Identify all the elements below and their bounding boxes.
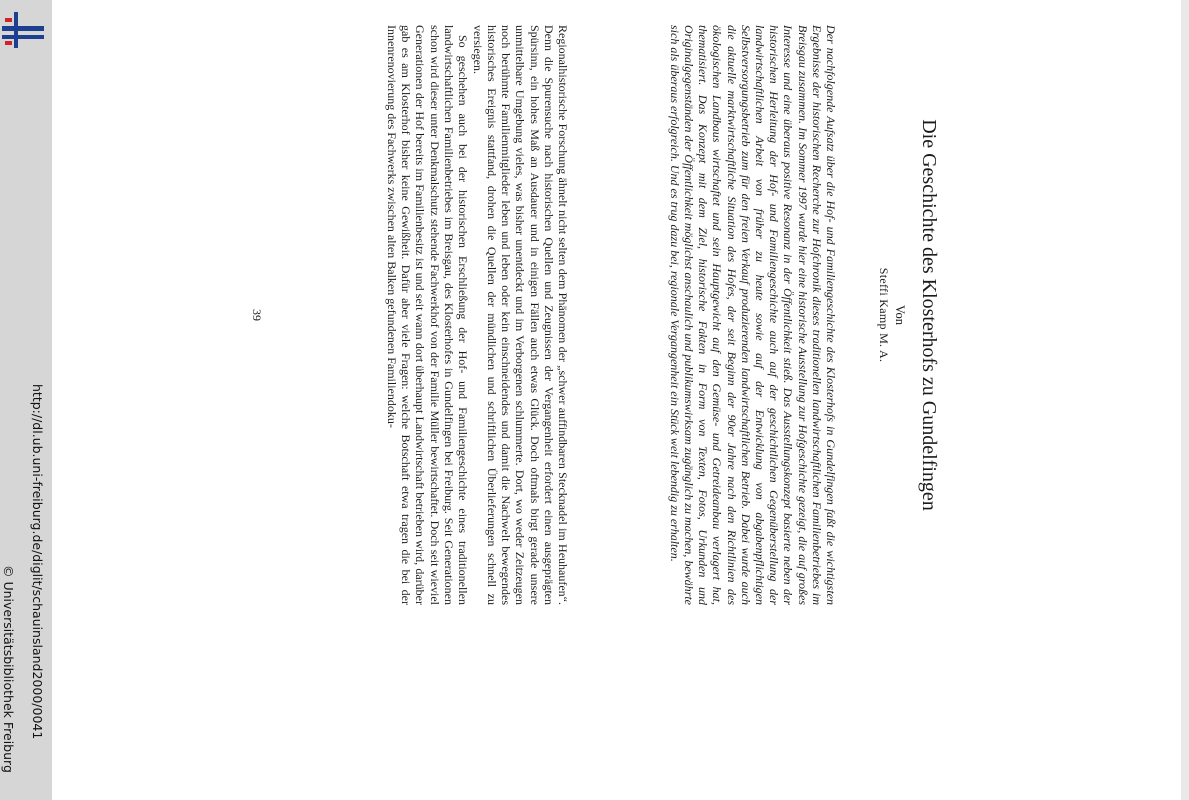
byline-von: Von bbox=[893, 305, 907, 325]
body-paragraph-1: Regionalhistorische Forschung ähnelt nicht selten dem Phänomen der „schwer auffindbaren Stecknadel im Heuhaufen“. Denn die Spurensuche nach historischen Quellen und Zeugnissen der Vergangenheit erfordert einen ausgeprägten Spürsinn, ein hohes Maß an Ausdauer und in einigen Fällen auch etwas Glück. Doch oftmals birgt gerade unsere unmittelbare Umgebung vieles, was bisher unentdeckt und im Verborgenen schlummerte. Dort, wo weder Zeitzeugen noch berühmte Familienmitglieder leben und leben oder kein einschneidendes und damit die Nachwelt bewegendes historisches Ereignis stattfand, drohen die Quellen der mündlichen und schriftlichen Überlieferungen schnell zu versiegen. bbox=[470, 25, 570, 605]
ub-freiburg-logo-icon[interactable] bbox=[2, 10, 44, 50]
source-url[interactable]: http://dl.ub.uni-freiburg.de/diglit/schauinsland2000/0041 bbox=[30, 384, 45, 740]
body-paragraph-2: So geschehen auch bei der historischen Erschließung der Hof- und Familiengeschichte eines traditionellen landwirtschaftlichen Familienbetriebes im Breisgau, des Klosterhofes in Gundelfingen bei Freiburg. Seit Generationen schon wird dieser unter Denkmalschutz stehende Fachwerkhof von der Familie Müller bewirtschaftet. Doch seit wieviel Generationen der Hof bereits im Familienbesitz ist und seit wann dort überhaupt Landwirtschaft betrieben wird, darüber gab es am Klosterhof bisher keine Gewißheit. Dafür aber viele Fragen: welche Botschaft etwa tragen die bei der Innenrenovierung des Fachwerks zwischen alten Balken gefundenen Familiendoku- bbox=[384, 25, 470, 605]
abstract-paragraph: Der nachfolgende Aufsatz über die Hof- und Familiengeschichte des Klosterhofs in Gundelfingen faßt die wichtigsten Ergebnisse der historischen Recherche zur Hofchronik dieses traditionellen landwirtschaftlichen Familienbetriebes im Breisgau zusammen. Im Sommer 1997 wurde hier eine historische Ausstellung zur Hofgeschichte gezeigt, die auf großes Interesse und eine überaus positive Resonanz in der Öffentlichkeit stieß. Das Ausstellungskonzept basierte neben der historischen Herleitung der Hof- und Familiengeschichte auch auf der geschichtlichen Gegenüberstellung der landwirtschaftlichen Arbeit von früher zu heute sowie auf der Entwicklung von abgabenpflichtigen Selbstversorgungsbetrieb zum für den freien Verkauf produzierenden landwirtschaftlichen Betrieb. Dabei wurde auch die aktuelle marktwirtschaftliche Situation des Hofes, der seit Beginn der 90er Jahre nach den Richtlinien des ökologischen Landbaus wirtschaftet und sein Hauptgewicht auf den Gemüse- und Getreideanbau verlagert hat, thematisiert. Das Konzept mit dem Ziel, historische Fakten in Form von Texten, Fotos, Urkunden und Originalgegenständen der Öffentlichkeit möglichst anschaulich und publikumswirksam zugänglich zu machen, bewährte sich als überaus erfolgreich. Und es trug dazu bei, regionale Vergangenheit ein Stück weit lebendig zu erhalten. bbox=[667, 25, 838, 605]
right-edge bbox=[1181, 0, 1189, 800]
viewer-sidebar bbox=[0, 0, 52, 800]
copyright-notice: © Universitätsbibliothek Freiburg bbox=[1, 565, 16, 773]
scanned-page bbox=[250, 0, 940, 635]
author-name: Steffi Kamp M. A. bbox=[877, 267, 891, 363]
page-title: Die Geschichte des Klosterhofs zu Gundelfingen bbox=[918, 119, 940, 511]
page-number: 39 bbox=[250, 309, 264, 321]
